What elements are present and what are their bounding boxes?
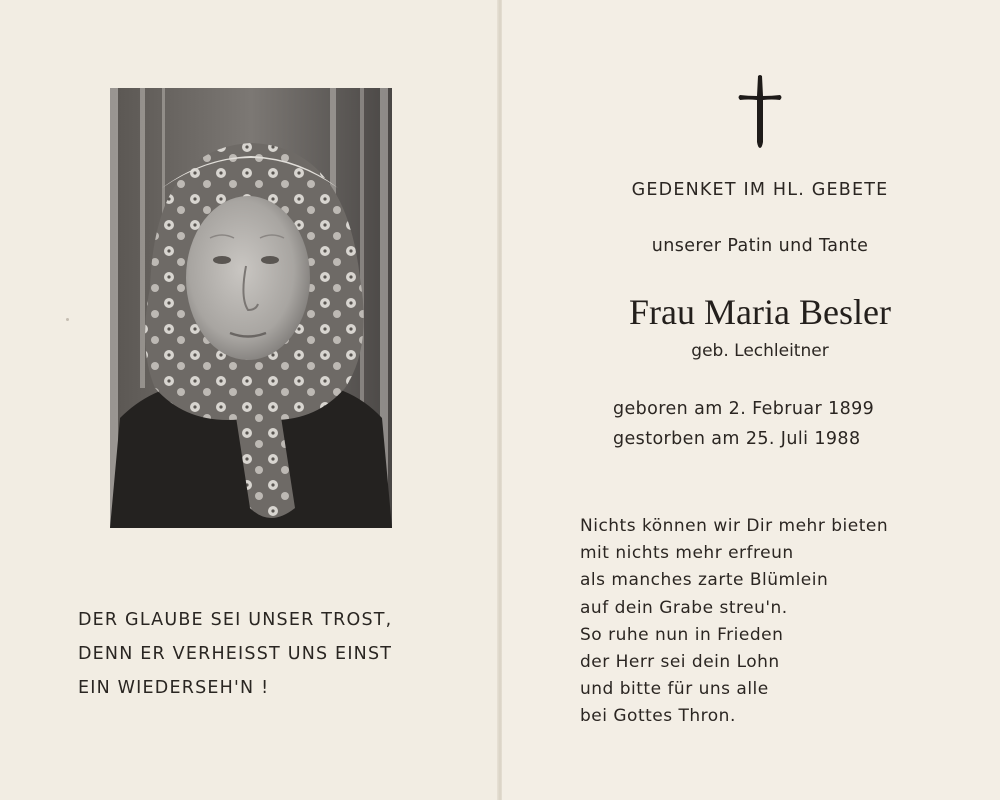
memorial-poem bbox=[580, 513, 888, 731]
faith-verse bbox=[78, 603, 438, 705]
verse-line: DER GLAUBE SEI UNSER TROST, bbox=[78, 610, 393, 630]
poem-line: auf dein Grabe streu'n. bbox=[580, 597, 788, 618]
heading: GEDENKET IM HL. GEBETE bbox=[631, 180, 889, 200]
maiden-name: geb. Lechleitner bbox=[691, 341, 829, 361]
portrait-image bbox=[110, 88, 392, 528]
poem-line: mit nichts mehr erfreun bbox=[580, 543, 794, 564]
left-panel bbox=[0, 0, 498, 800]
poem-line: So ruhe nun in Frieden bbox=[580, 624, 784, 645]
paper-speck bbox=[66, 318, 69, 321]
birth-date: geboren am 2. Februar 1899 bbox=[613, 399, 875, 419]
verse-line: EIN WIEDERSEH'N ! bbox=[78, 678, 270, 698]
poem-line: und bitte für uns alle bbox=[580, 679, 769, 700]
latin-cross-icon bbox=[736, 74, 784, 150]
poem-line: als manches zarte Blümlein bbox=[580, 570, 829, 591]
verse-line: DENN ER VERHEISST UNS EINST bbox=[78, 644, 393, 664]
poem-line: Nichts können wir Dir mehr bieten bbox=[580, 516, 889, 536]
portrait-photo bbox=[110, 88, 392, 528]
poem-line: bei Gottes Thron. bbox=[580, 706, 736, 727]
death-date: gestorben am 25. Juli 1988 bbox=[613, 429, 861, 449]
deceased-name: Frau Maria Besler bbox=[629, 292, 891, 332]
life-dates bbox=[613, 394, 874, 454]
poem-line: der Herr sei dein Lohn bbox=[580, 652, 780, 673]
subheading: unserer Patin und Tante bbox=[651, 236, 869, 256]
